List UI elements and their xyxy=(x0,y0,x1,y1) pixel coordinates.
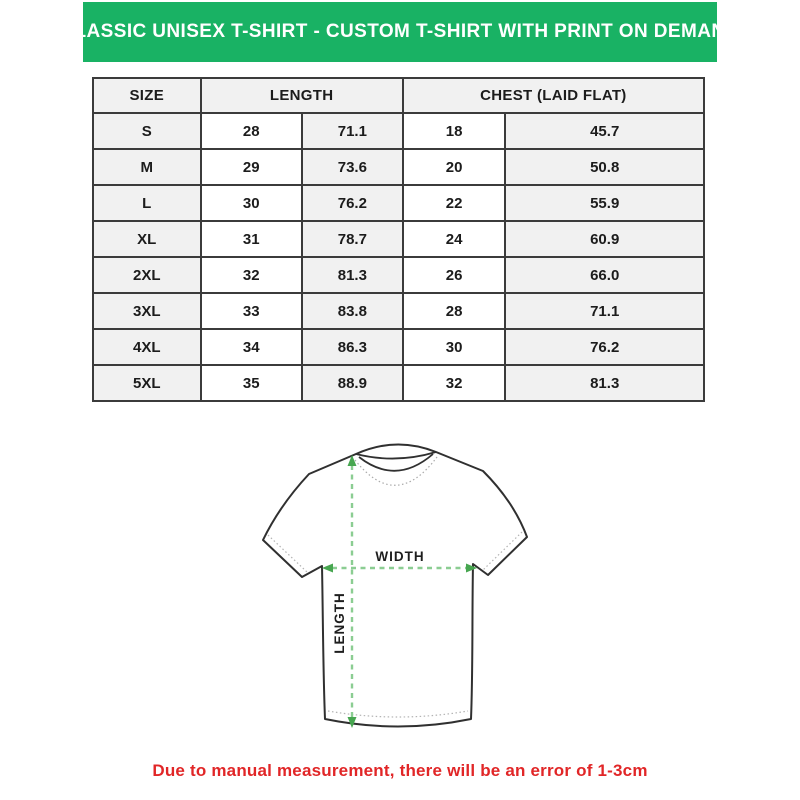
size-cell: 2XL xyxy=(93,257,201,293)
header-length: LENGTH xyxy=(201,78,403,113)
length-cm-cell: 83.8 xyxy=(302,293,403,329)
chest-cm-cell: 50.8 xyxy=(505,149,704,185)
size-cell: 3XL xyxy=(93,293,201,329)
table-header-row xyxy=(93,78,704,113)
table-row xyxy=(93,113,704,149)
length-in-cell: 32 xyxy=(201,257,302,293)
title-banner xyxy=(60,2,740,62)
measurement-disclaimer: Due to manual measurement, there will be an error of 1-3cm xyxy=(152,761,648,780)
table-row xyxy=(93,365,704,401)
chest-cm-cell: 55.9 xyxy=(505,185,704,221)
chest-cm-cell: 66.0 xyxy=(505,257,704,293)
size-chart-table xyxy=(92,77,705,402)
table-row xyxy=(93,329,704,365)
length-cm-cell: 78.7 xyxy=(302,221,403,257)
chest-cm-cell: 81.3 xyxy=(505,365,704,401)
size-cell: M xyxy=(93,149,201,185)
tshirt-body-outline xyxy=(263,444,527,726)
chest-in-cell: 30 xyxy=(403,329,506,365)
table-row xyxy=(93,149,704,185)
chest-in-cell: 20 xyxy=(403,149,506,185)
length-in-cell: 33 xyxy=(201,293,302,329)
length-cm-cell: 88.9 xyxy=(302,365,403,401)
length-in-cell: 31 xyxy=(201,221,302,257)
length-in-cell: 34 xyxy=(201,329,302,365)
chest-cm-cell: 76.2 xyxy=(505,329,704,365)
length-in-cell: 29 xyxy=(201,149,302,185)
size-cell: 4XL xyxy=(93,329,201,365)
table-row xyxy=(93,257,704,293)
chest-in-cell: 24 xyxy=(403,221,506,257)
length-in-cell: 28 xyxy=(201,113,302,149)
table-row xyxy=(93,221,704,257)
length-label: LENGTH xyxy=(332,592,347,654)
size-cell: L xyxy=(93,185,201,221)
length-cm-cell: 76.2 xyxy=(302,185,403,221)
chest-in-cell: 22 xyxy=(403,185,506,221)
size-cell: S xyxy=(93,113,201,149)
header-size: SIZE xyxy=(93,78,201,113)
table-row xyxy=(93,293,704,329)
length-in-cell: 35 xyxy=(201,365,302,401)
length-cm-cell: 71.1 xyxy=(302,113,403,149)
page-title: CLASSIC UNISEX T-SHIRT - CUSTOM T-SHIRT WITH PRINT ON DEMAND xyxy=(60,21,740,42)
length-in-cell: 30 xyxy=(201,185,302,221)
size-cell: XL xyxy=(93,221,201,257)
chest-cm-cell: 60.9 xyxy=(505,221,704,257)
tshirt-outline-svg xyxy=(238,420,562,760)
chest-in-cell: 28 xyxy=(403,293,506,329)
header-chest: CHEST (LAID FLAT) xyxy=(403,78,704,113)
chest-cm-cell: 71.1 xyxy=(505,293,704,329)
table-row xyxy=(93,185,704,221)
length-cm-cell: 86.3 xyxy=(302,329,403,365)
length-cm-cell: 81.3 xyxy=(302,257,403,293)
tshirt-measurement-diagram xyxy=(238,420,562,760)
chest-in-cell: 26 xyxy=(403,257,506,293)
chest-in-cell: 32 xyxy=(403,365,506,401)
length-cm-cell: 73.6 xyxy=(302,149,403,185)
size-cell: 5XL xyxy=(93,365,201,401)
width-label: WIDTH xyxy=(375,549,425,564)
chest-in-cell: 18 xyxy=(403,113,506,149)
chest-cm-cell: 45.7 xyxy=(505,113,704,149)
